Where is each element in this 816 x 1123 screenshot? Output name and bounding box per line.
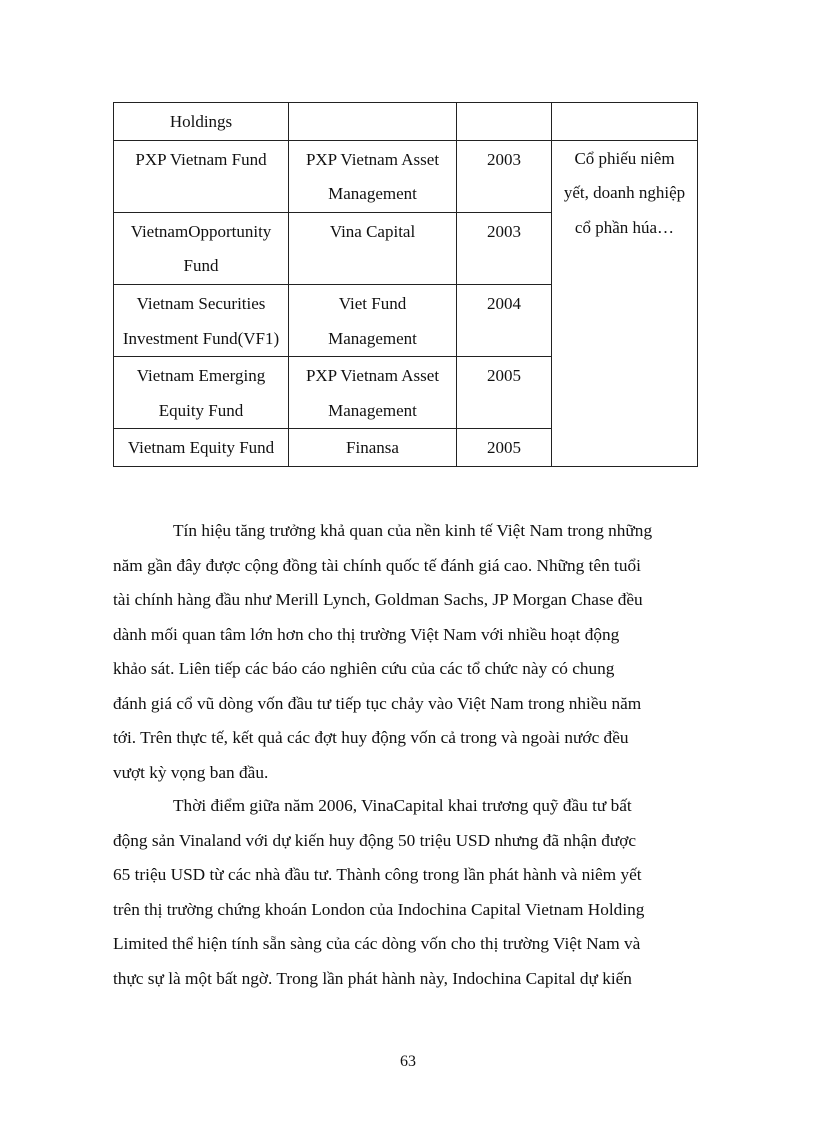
note-cell-top: [552, 103, 698, 141]
paragraph-2: [113, 789, 697, 996]
paragraph-line: động sản Vinaland với dự kiến huy động 50 triệu USD nhưng đã nhận được: [113, 830, 637, 850]
manager-cell: [289, 103, 457, 141]
paragraph-line: năm gần đây được cộng đồng tài chính quốc tế đánh giá cao. Những tên tuổi: [113, 555, 641, 575]
paragraph-line: thực sự là một bất ngờ. Trong lần phát hành này, Indochina Capital dự kiến: [113, 968, 632, 988]
manager-cell: PXP Vietnam Asset Management: [289, 140, 457, 212]
paragraph-line: đánh giá cổ vũ dòng vốn đầu tư tiếp tục chảy vào Việt Nam trong nhiều năm: [113, 693, 642, 713]
year-cell: 2005: [457, 429, 552, 467]
year-cell: 2003: [457, 140, 552, 212]
manager-cell: Finansa: [289, 429, 457, 467]
year-cell: [457, 103, 552, 141]
paragraph-1: [113, 514, 697, 790]
paragraph-line: tới. Trên thực tế, kết quả các đợt huy động vốn cả trong và ngoài nước đều: [113, 728, 629, 747]
year-cell: 2003: [457, 212, 552, 284]
paragraph-line: trên thị trường chứng khoán London của Indochina Capital Vietnam Holding: [113, 899, 645, 919]
paragraph-line: tài chính hàng đầu như Merill Lynch, Goldman Sachs, JP Morgan Chase đều: [113, 590, 643, 609]
fund-name-cell: VietnamOpportunity Fund: [114, 212, 289, 284]
page-number: 63: [400, 1053, 416, 1070]
paragraph-line: 65 triệu USD từ các nhà đầu tư. Thành công trong lần phát hành và niêm yết: [113, 865, 642, 884]
paragraph-line: Tín hiệu tăng trưởng khả quan của nền kinh tế Việt Nam trong những: [173, 521, 653, 540]
manager-cell: Viet Fund Management: [289, 284, 457, 356]
year-cell: 2005: [457, 357, 552, 429]
table-row: [114, 140, 698, 212]
paragraph-line: Thời điểm giữa năm 2006, VinaCapital khai trương quỹ đầu tư bất: [173, 796, 632, 815]
fund-table: [113, 102, 698, 467]
paragraph-line: Limited thể hiện tính sẵn sàng của các dòng vốn cho thị trường Việt Nam và: [113, 934, 641, 953]
paragraph-line: dành mối quan tâm lớn hơn cho thị trường Việt Nam với nhiều hoạt động: [113, 624, 620, 644]
table-row: [114, 103, 698, 141]
fund-name-cell: Vietnam Securities Investment Fund(VF1): [114, 284, 289, 356]
fund-name-cell: Holdings: [114, 103, 289, 141]
fund-name-cell: PXP Vietnam Fund: [114, 140, 289, 212]
year-cell: 2004: [457, 284, 552, 356]
manager-cell: PXP Vietnam Asset Management: [289, 357, 457, 429]
paragraph-line: khảo sát. Liên tiếp các báo cáo nghiên cứu của các tổ chức này có chung: [113, 659, 615, 678]
manager-cell: Vina Capital: [289, 212, 457, 284]
note-cell: Cổ phiếu niêm yết, doanh nghiệp cổ phần húa…: [552, 140, 698, 466]
fund-name-cell: Vietnam Emerging Equity Fund: [114, 357, 289, 429]
paragraph-line: vượt kỳ vọng ban đầu.: [113, 762, 269, 782]
fund-name-cell: Vietnam Equity Fund: [114, 429, 289, 467]
